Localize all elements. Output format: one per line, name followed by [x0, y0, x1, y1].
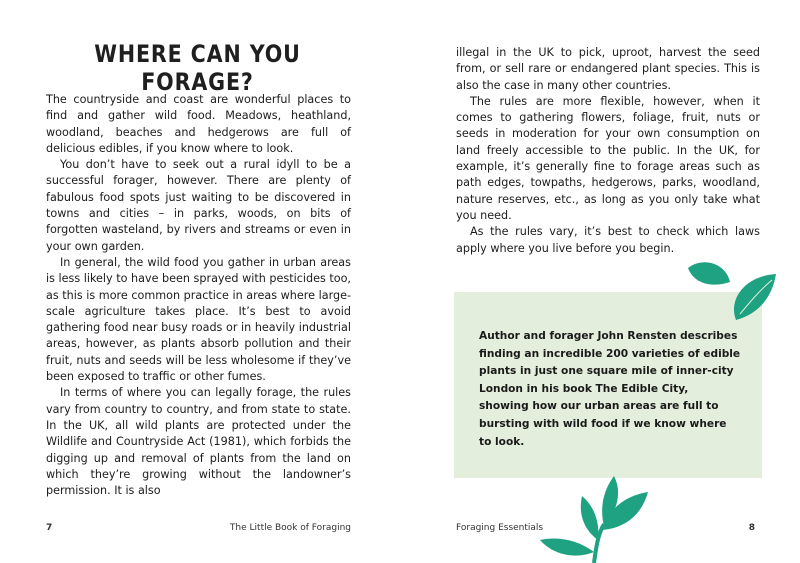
paragraph: As the rules vary, it’s best to check which laws apply where you live before you begin.: [456, 225, 760, 255]
paragraph: The countryside and coast are wonderful places to find and gather wild food. Meadows, heathland, woodland, beaches and hedgerows are full of delicious edibles, if you know where to look.: [46, 93, 351, 155]
paragraph: illegal in the UK to pick, uproot, harvest the seed from, or sell rare or endangered plant species. This is also the case in many other countries.: [456, 46, 760, 92]
paragraph: In terms of where you can legally forage, the rules vary from country to country, and from state to state. In the UK, all wild plants are protected under the Wildlife and Countryside Act (1981), which forbids the digging up and removal of plants from the land on which they’re growing without the landowner’s permission. It is also: [46, 386, 351, 498]
right-page: [400, 0, 800, 563]
right-body-text: [456, 45, 760, 257]
page-number-left: 7: [46, 523, 53, 533]
running-title-left: The Little Book of Foraging: [229, 523, 351, 533]
page-number-right: 8: [748, 523, 755, 533]
paragraph: In general, the wild food you gather in urban areas is less likely to have been sprayed with pesticides too, as this is more common practice in areas where large-scale agriculture takes place. It’s best to avoid gathering food near busy roads or in heavily industrial areas, however, as plants absorb pollution and their fruit, nuts and seeds will be less wholesome if they’ve been exposed to traffic or other fumes.: [46, 255, 351, 384]
paragraph: The rules are more flexible, however, when it comes to gathering flowers, foliage, fruit, nuts or seeds in moderation for your own consumption on land freely accessible to the public. In the UK, for example, it’s generally fine to forage areas such as path edges, towpaths, hedgerows, parks, woodland, nature reserves, etc., as long as you only take what you need.: [456, 94, 760, 222]
running-title-right: Foraging Essentials: [456, 523, 544, 533]
paragraph: You don’t have to seek out a rural idyll to be a successful forager, however. There are plenty of fabulous food spots just waiting to be discovered in towns and cities – in parks, woods, on bits of forgotten wasteland, by rivers and streams or even in your own garden.: [46, 158, 351, 253]
page-title: WHERE CAN YOU FORAGE?: [94, 40, 301, 96]
callout-text: Author and forager John Rensten describes finding an incredible 200 varieties of edible plants in just one square mile of inner-city London in his book The Edible City, showing how our urban areas are full to bursting with wild food if we know where to look.: [479, 330, 741, 448]
left-body-text: [46, 92, 351, 499]
plant-bottom-icon: [538, 470, 658, 563]
leaves-top-icon: [682, 258, 782, 324]
